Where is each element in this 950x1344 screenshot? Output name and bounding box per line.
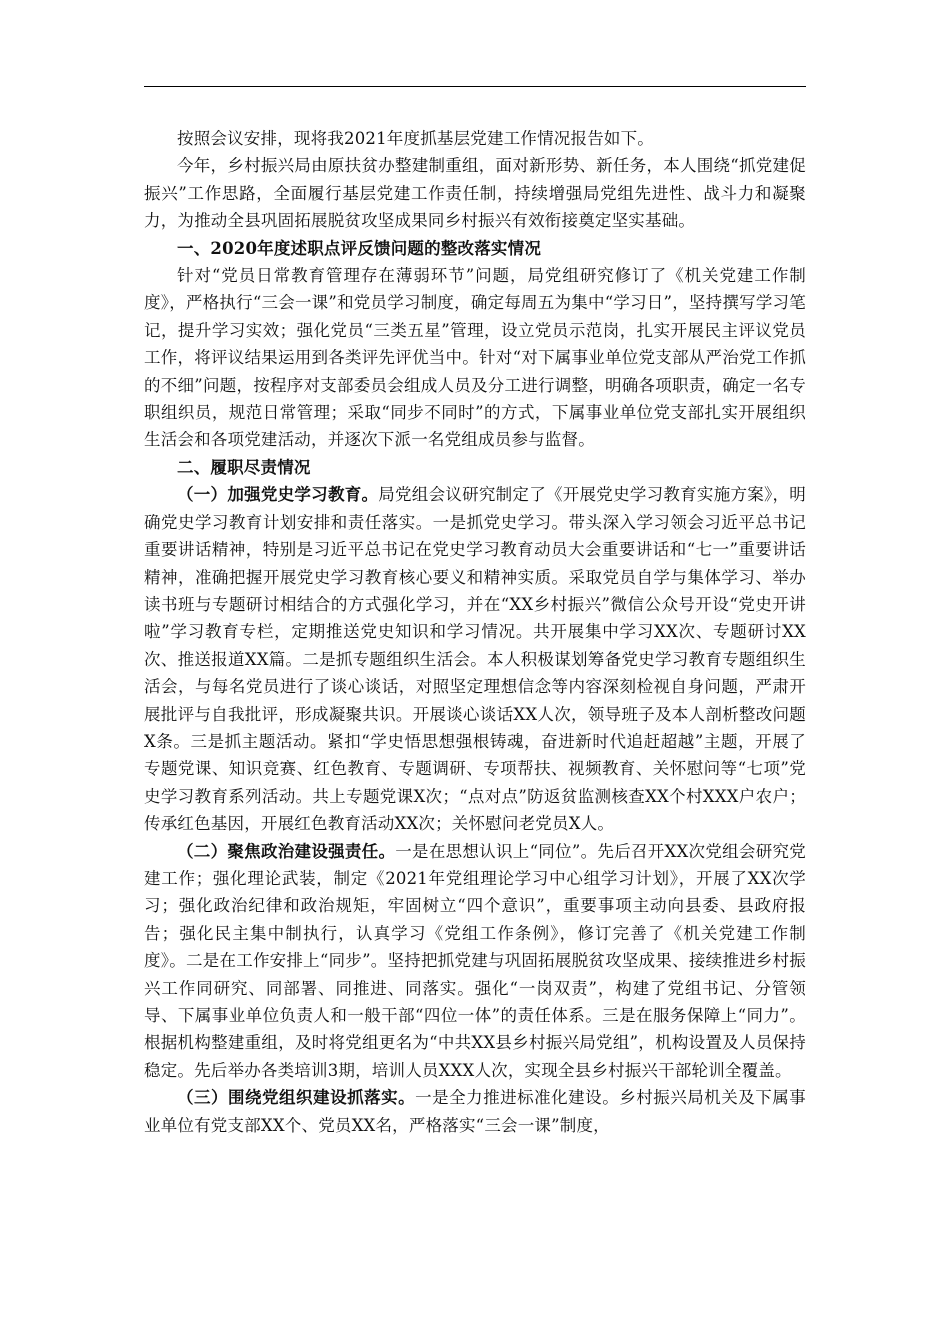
subsection-text: 一是全力推进标准化建设。乡村振兴局机关及下属事业单位有党支部XX个、党员XX名，严格落实“三会一课”制度， [144, 1088, 806, 1135]
subsection-lead: （二）聚焦政治建设强责任。 [177, 841, 396, 861]
body-paragraph: 今年，乡村振兴局由原扶贫办整建制重组，面对新形势、新任务，本人围绕“抓党建促振兴”工作思路，全面履行基层党建工作责任制，持续增强局党组先进性、战斗力和凝聚力，为推动全县巩固拓展脱贫攻坚成果同乡村振兴有效衔接奠定坚实基础。 [144, 156, 806, 231]
section-heading: 二、履职尽责情况 [177, 457, 311, 477]
section-heading: 一、2020年度述职点评反馈问题的整改落实情况 [177, 238, 542, 258]
subsection-paragraph [144, 1084, 806, 1139]
document-body [144, 125, 806, 1139]
subsection-paragraph [144, 838, 806, 1085]
header-rule [144, 86, 806, 87]
subsection-text: 一是在思想认识上“同位”。先后召开XX次党组会研究党建工作；强化理论武装，制定《2021年党组理论学习中心组学习计划》，开展了XX次学习；强化政治纪律和政治规矩，牢固树立“四个意识”，重要事项主动向县委、县政府报告；强化民主集中制执行，认真学习《党组工作条例》，修订完善了《机关党建工作制度》。二是在工作安排上“同步”。坚持把抓党建与巩固拓展脱贫攻坚成果、接续推进乡村振兴工作同研究、同部署、同推进、同落实。强化“一岗双责”，构建了党组书记、分管领导、下属事业单位负责人和一般干部“四位一体”的责任体系。三是在服务保障上“同力”。根据机构整建重组，及时将党组更名为“中共XX县乡村振兴局党组”，机构设置及人员保持稳定。先后举办各类培训3期，培训人员XXX人次，实现全县乡村振兴干部轮训全覆盖。 [144, 841, 806, 1080]
subsection-text: 局党组会议研究制定了《开展党史学习教育实施方案》，明确党史学习教育计划安排和责任落实。一是抓党史学习。带头深入学习领会习近平总书记重要讲话精神，特别是习近平总书记在党史学习教育动员大会重要讲话和“七一”重要讲话精神，准确把握开展党史学习教育核心要义和精神实质。采取党员自学与集体学习、举办读书班与专题研讨相结合的方式强化学习，并在“XX乡村振兴”微信公众号开设“党史开讲啦”学习教育专栏，定期推送党史知识和学习情况。共开展集中学习XX次、专题研讨XX次、推送报道XX篇。二是抓专题组织生活会。本人积极谋划筹备党史学习教育专题组织生活会，与每名党员进行了谈心谈话，对照坚定理想信念等内容深刻检视自身问题，严肃开展批评与自我批评，形成凝聚共识。开展谈心谈话XX人次，领导班子及本人剖析整改问题X条。三是抓主题活动。紧扣“学史悟思想强根铸魂，奋进新时代追赶超越”主题，开展了专题党课、知识竞赛、红色教育、专题调研、专项帮扶、视频教育、关怀慰问等“七项”党史学习教育系列活动。共上专题党课X次；“点对点”防返贫监测核查XX个村XXX户农户；传承红色基因，开展红色教育活动XX次；关怀慰问老党员X人。 [144, 485, 806, 834]
body-paragraph: 针对“党员日常教育管理存在薄弱环节”问题，局党组研究修订了《机关党建工作制度》，严格执行“三会一课”和党员学习制度，确定每周五为集中“学习日”，坚持撰写学习笔记，提升学习实效；强化党员“三类五星”管理，设立党员示范岗，扎实开展民主评议党员工作，将评议结果运用到各类评先评优当中。针对“对下属事业单位党支部从严治党工作抓的不细”问题，按程序对支部委员会组成人员及分工进行调整，明确各项职责，确定一名专职组织员，规范日常管理；采取“同步不同时”的方式，下属事业单位党支部扎实开展组织生活会和各项党建活动，并逐次下派一名党组成员参与监督。 [144, 266, 806, 450]
subsection-lead: （三）围绕党组织建设抓落实。 [177, 1088, 416, 1108]
subsection-paragraph [144, 481, 806, 837]
body-paragraph: 按照会议安排，现将我2021年度抓基层党建工作情况报告如下。 [177, 129, 654, 148]
subsection-lead: （一）加强党史学习教育。 [177, 485, 379, 505]
